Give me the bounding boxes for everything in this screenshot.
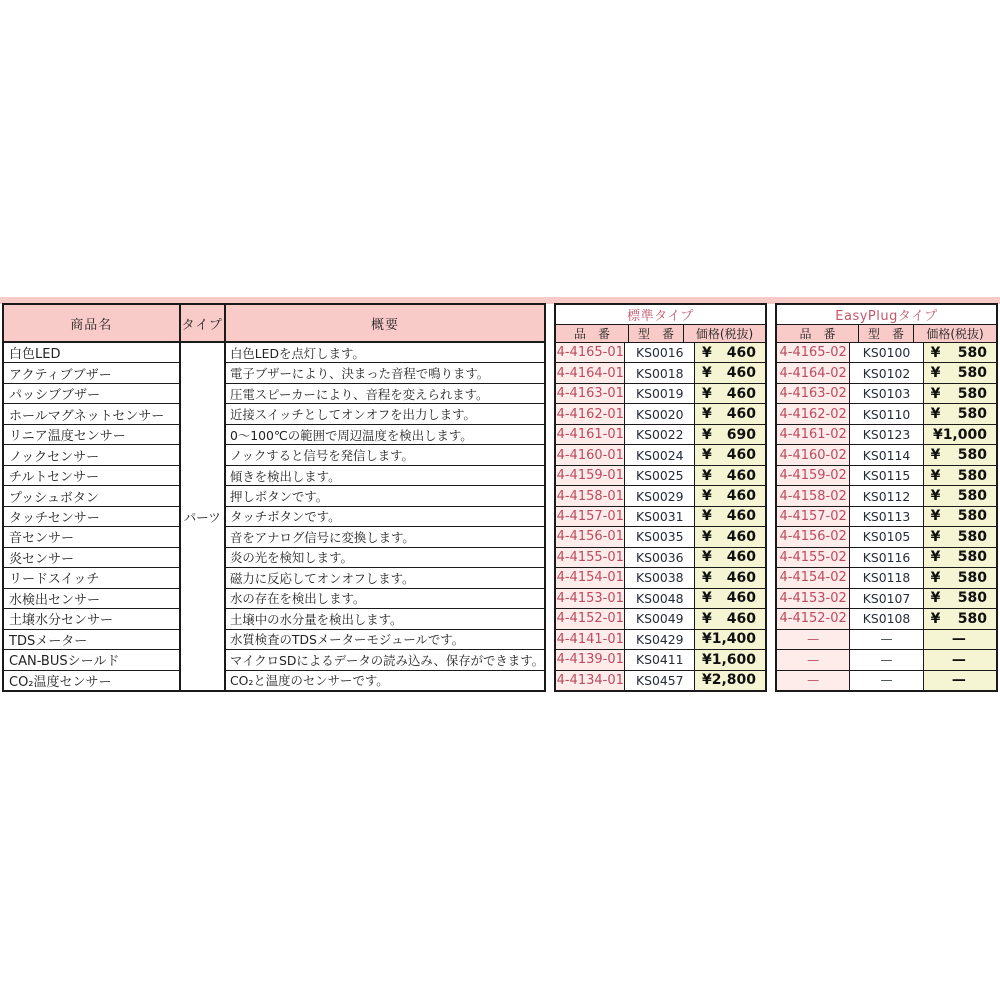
price-cell: [924, 363, 996, 383]
price-cell: [924, 548, 996, 568]
price-value: 580: [957, 549, 987, 566]
price-value: 580: [957, 528, 987, 545]
standard-model-rows: [624, 343, 694, 690]
part-number-cell: 4-4163-01: [556, 384, 624, 404]
easyplug-type-label: EasyPlugタイプ: [777, 305, 996, 325]
header-type: タイプ: [181, 305, 224, 343]
price-cell: [695, 548, 765, 568]
yen-symbol: ¥: [930, 488, 941, 505]
product-name-column: [4, 305, 179, 690]
part-number-cell: 4-4165-02: [777, 343, 849, 363]
model-number-cell: KS0019: [625, 384, 693, 404]
model-number-dash: —: [850, 650, 922, 670]
price-value: 460: [726, 365, 756, 382]
product-name-cell: 土壌水分センサー: [4, 609, 179, 629]
standard-type-body: [556, 343, 765, 690]
yen-symbol: ¥: [930, 528, 941, 545]
yen-symbol: ¥: [701, 447, 712, 464]
product-name-cell: 白色LED: [4, 343, 179, 363]
part-number-cell: 4-4160-02: [777, 445, 849, 465]
yen-symbol: ¥: [930, 549, 941, 566]
summary-cell: 音をアナログ信号に変換します。: [226, 527, 544, 547]
model-number-cell: KS0429: [625, 630, 693, 650]
summary-cell: 水の存在を検出します。: [226, 589, 544, 609]
price-value: 690: [726, 426, 756, 443]
yen-symbol: ¥: [701, 344, 712, 361]
summary-cell: タッチボタンです。: [226, 507, 544, 527]
price-dash: —: [924, 650, 996, 670]
summary-cell: 近接スイッチとしてオンオフを出力します。: [226, 404, 544, 424]
price-value: 460: [726, 406, 756, 423]
part-number-cell: 4-4161-02: [777, 425, 849, 445]
yen-symbol: ¥: [701, 590, 712, 607]
price-cell: [924, 404, 996, 424]
part-number-cell: 4-4162-02: [777, 404, 849, 424]
model-number-cell: KS0105: [850, 527, 922, 547]
part-number-cell: 4-4139-01: [556, 650, 624, 670]
product-name-cell: 水検出センサー: [4, 589, 179, 609]
price-cell: [924, 343, 996, 363]
price-cell: [695, 568, 765, 588]
price-value: 460: [726, 385, 756, 402]
price-value: 580: [957, 365, 987, 382]
price-cell: [695, 466, 765, 486]
product-name-cell: チルトセンサー: [4, 466, 179, 486]
model-number-cell: KS0048: [625, 589, 693, 609]
summary-cell: 押しボタンです。: [226, 486, 544, 506]
yen-symbol: ¥: [930, 344, 941, 361]
yen-symbol: ¥: [930, 406, 941, 423]
price-cell: [924, 527, 996, 547]
price-value: 460: [726, 488, 756, 505]
part-number-cell: 4-4134-01: [556, 671, 624, 690]
price-value: 580: [957, 385, 987, 402]
yen-symbol: ¥: [701, 569, 712, 586]
easyplug-type-body: [777, 343, 996, 690]
product-name-cell: リードスイッチ: [4, 568, 179, 588]
price-value: 580: [957, 590, 987, 607]
price-cell: [924, 425, 996, 445]
standard-type-section: [554, 303, 767, 692]
price-cell: [924, 384, 996, 404]
price-value: 580: [957, 467, 987, 484]
summary-cell: 圧電スピーカーにより、音程を変えられます。: [226, 384, 544, 404]
part-number-cell: 4-4141-01: [556, 630, 624, 650]
standard-type-header: [556, 305, 765, 343]
price-value: 460: [726, 549, 756, 566]
model-number-cell: KS0123: [850, 425, 922, 445]
yen-symbol: ¥: [930, 385, 941, 402]
model-number-cell: KS0035: [625, 527, 693, 547]
price-cell: [695, 343, 765, 363]
part-number-cell: 4-4152-01: [556, 609, 624, 629]
price-cell: [924, 466, 996, 486]
model-number-cell: KS0115: [850, 466, 922, 486]
part-number-dash: —: [777, 630, 849, 650]
price-cell: [695, 630, 765, 650]
price-value: 580: [957, 406, 987, 423]
easyplug-model-rows: [849, 343, 923, 690]
summary-cell: CO₂と温度のセンサーです。: [229, 673, 389, 689]
part-number-cell: 4-4155-01: [556, 548, 624, 568]
summary-cell: 水質検査のTDSメーターモジュールです。: [226, 630, 544, 650]
price-value: 460: [726, 344, 756, 361]
yen-symbol: ¥: [930, 610, 941, 627]
price-value: ¥2,800: [701, 672, 756, 689]
product-name-cell: TDSメーター: [4, 630, 179, 650]
product-name-cell: パッシブブザー: [4, 384, 179, 404]
part-number-cell: 4-4164-01: [556, 363, 624, 383]
product-name-cell: リニア温度センサー: [4, 425, 179, 445]
product-name-cell: タッチセンサー: [4, 507, 179, 527]
model-number-cell: KS0110: [850, 404, 922, 424]
product-name-cell: アクティブブザー: [4, 363, 179, 383]
part-number-cell: 4-4164-02: [777, 363, 849, 383]
summary-column: [226, 305, 544, 690]
model-number-cell: KS0103: [850, 384, 922, 404]
part-number-cell: 4-4157-01: [556, 507, 624, 527]
price-cell: [924, 568, 996, 588]
summary-cell: 炎の光を検知します。: [226, 548, 544, 568]
model-number-cell: KS0108: [850, 609, 922, 629]
product-name-rows: [4, 343, 179, 690]
price-dash: —: [924, 630, 996, 650]
header-product-name: 商品名: [4, 305, 179, 343]
model-number-cell: KS0107: [850, 589, 922, 609]
price-value: 460: [726, 508, 756, 525]
summary-cell: 傾きを検出します。: [226, 466, 544, 486]
part-number-cell: 4-4156-02: [777, 527, 849, 547]
price-cell: [695, 486, 765, 506]
price-value: 460: [726, 569, 756, 586]
model-number-cell: KS0049: [625, 609, 693, 629]
summary-cell: マイクロSDによるデータの読み込み、保存ができます。: [226, 650, 544, 670]
part-number-cell: 4-4160-01: [556, 445, 624, 465]
part-number-cell: 4-4153-01: [556, 589, 624, 609]
yen-symbol: ¥: [930, 569, 941, 586]
standard-part-rows: [556, 343, 624, 690]
part-number-cell: 4-4156-01: [556, 527, 624, 547]
price-value: 580: [957, 569, 987, 586]
part-number-cell: 4-4155-02: [777, 548, 849, 568]
part-number-cell: 4-4154-02: [777, 568, 849, 588]
price-value: 460: [726, 528, 756, 545]
yen-symbol: ¥: [701, 488, 712, 505]
model-number-cell: KS0020: [625, 404, 693, 424]
price-value: 460: [726, 447, 756, 464]
part-number-cell: 4-4154-01: [556, 568, 624, 588]
product-name-cell: ノックセンサー: [4, 445, 179, 465]
type-merged-cell: パーツ: [183, 509, 221, 525]
price-cell: [695, 425, 765, 445]
price-value: 460: [726, 467, 756, 484]
model-number-cell: KS0102: [850, 363, 922, 383]
easyplug-price-rows: [924, 343, 996, 690]
price-value: 580: [957, 488, 987, 505]
model-number-cell: KS0029: [625, 486, 693, 506]
price-cell: [695, 363, 765, 383]
yen-symbol: ¥: [930, 447, 941, 464]
model-number-cell: KS0018: [625, 363, 693, 383]
yen-symbol: ¥: [701, 549, 712, 566]
model-number-cell: KS0112: [850, 486, 922, 506]
part-number-cell: 4-4163-02: [777, 384, 849, 404]
price-value: 580: [957, 508, 987, 525]
yen-symbol: ¥: [930, 508, 941, 525]
part-number-cell: 4-4158-02: [777, 486, 849, 506]
price-value: 580: [957, 447, 987, 464]
price-cell: [695, 650, 765, 670]
header-summary: 概要: [226, 305, 544, 343]
yen-symbol: ¥: [701, 528, 712, 545]
summary-cell: 0〜100℃の範囲で周辺温度を検出します。: [226, 425, 544, 445]
yen-symbol: ¥: [930, 467, 941, 484]
model-number-cell: KS0100: [850, 343, 922, 363]
price-value: ¥1,600: [701, 651, 756, 668]
model-number-cell: KS0113: [850, 507, 922, 527]
price-cell: [924, 589, 996, 609]
price-cell: [924, 507, 996, 527]
product-name-cell: 音センサー: [4, 527, 179, 547]
easyplug-type-section: [775, 303, 998, 692]
easyplug-type-subheader: [777, 325, 996, 342]
part-number-cell: 4-4159-01: [556, 466, 624, 486]
price-dash: —: [924, 671, 996, 690]
part-number-cell: 4-4158-01: [556, 486, 624, 506]
price-value: 460: [726, 590, 756, 607]
price-value: 580: [957, 344, 987, 361]
model-number-cell: KS0038: [625, 568, 693, 588]
easyplug-type-header: [777, 305, 996, 343]
summary-cell: ノックすると信号を発信します。: [226, 445, 544, 465]
price-value: 460: [726, 610, 756, 627]
model-number-dash: —: [850, 630, 922, 650]
model-number-cell: KS0116: [850, 548, 922, 568]
yen-symbol: ¥: [701, 406, 712, 423]
price-cell: [695, 589, 765, 609]
model-number-cell: KS0016: [625, 343, 693, 363]
model-number-cell: KS0457: [625, 671, 693, 690]
part-number-cell: 4-4152-02: [777, 609, 849, 629]
part-number-dash: —: [777, 671, 849, 690]
model-number-cell: KS0031: [625, 507, 693, 527]
part-number-cell: 4-4157-02: [777, 507, 849, 527]
price-cell: [695, 507, 765, 527]
yen-symbol: ¥: [701, 508, 712, 525]
product-name-cell: CO₂温度センサー: [9, 674, 112, 690]
summary-cell: 磁力に反応してオンオフします。: [226, 568, 544, 588]
part-number-dash: —: [777, 650, 849, 670]
price-cell: [695, 445, 765, 465]
part-number-cell: 4-4165-01: [556, 343, 624, 363]
yen-symbol: ¥: [930, 590, 941, 607]
yen-symbol: ¥: [701, 610, 712, 627]
summary-cell: 土壌中の水分量を検出します。: [226, 609, 544, 629]
product-name-cell: ホールマグネットセンサー: [4, 404, 179, 424]
standard-type-label: 標準タイプ: [556, 305, 765, 325]
model-number-cell: KS0118: [850, 568, 922, 588]
model-number-cell: KS0025: [625, 466, 693, 486]
standard-price-rows: [695, 343, 765, 690]
easyplug-part-rows: [777, 343, 849, 690]
type-column: [179, 305, 226, 690]
price-value: ¥1,000: [932, 426, 987, 443]
header-model-number: 型 番: [628, 325, 684, 342]
price-cell: [695, 384, 765, 404]
price-cell: [924, 609, 996, 629]
price-cell: [695, 404, 765, 424]
product-name-cell: プッシュボタン: [4, 486, 179, 506]
product-info-section: [2, 303, 546, 692]
summary-cell: 白色LEDを点灯します。: [226, 343, 544, 363]
header-price: 価格(税抜): [926, 327, 984, 341]
yen-symbol: ¥: [930, 365, 941, 382]
header-price: 価格(税抜): [695, 327, 754, 341]
model-number-cell: KS0036: [625, 548, 693, 568]
model-number-dash: —: [850, 671, 922, 690]
part-number-cell: 4-4162-01: [556, 404, 624, 424]
summary-cell: 電子ブザーにより、決まった音程で鳴ります。: [226, 363, 544, 383]
price-cell: [924, 445, 996, 465]
header-model-number: 型 番: [858, 325, 914, 342]
yen-symbol: ¥: [701, 365, 712, 382]
part-number-cell: 4-4153-02: [777, 589, 849, 609]
part-number-cell: 4-4161-01: [556, 425, 624, 445]
model-number-cell: KS0411: [625, 650, 693, 670]
part-number-cell: 4-4159-02: [777, 466, 849, 486]
product-name-cell: 炎センサー: [4, 548, 179, 568]
product-name-cell: CAN-BUSシールド: [4, 650, 179, 670]
model-number-cell: KS0024: [625, 445, 693, 465]
yen-symbol: ¥: [701, 467, 712, 484]
header-part-number: 品 番: [799, 327, 836, 341]
standard-type-subheader: [556, 325, 765, 342]
model-number-cell: KS0114: [850, 445, 922, 465]
price-cell: [695, 671, 765, 690]
yen-symbol: ¥: [701, 426, 712, 443]
price-value: ¥1,400: [701, 631, 756, 648]
yen-symbol: ¥: [701, 385, 712, 402]
price-cell: [695, 609, 765, 629]
price-cell: [924, 486, 996, 506]
price-cell: [695, 527, 765, 547]
header-part-number: 品 番: [573, 327, 610, 341]
model-number-cell: KS0022: [625, 425, 693, 445]
price-value: 580: [957, 610, 987, 627]
summary-rows: [226, 343, 544, 690]
